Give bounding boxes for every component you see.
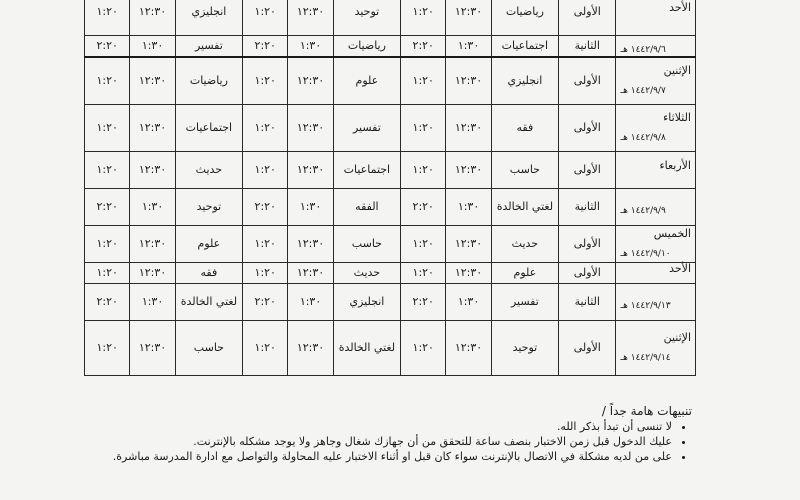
time-cell: ١٢:٣٠ [130,321,175,376]
time-cell: ٢:٢٠ [243,189,288,226]
period-cell: الأولى [559,0,616,36]
day-name: الثلاثاء [663,111,691,124]
time-cell: ١:٣٠ [288,189,333,226]
period-cell: الثانية [559,189,616,226]
day-date: ١٤٤٢/٩/٨ هـ [620,133,666,143]
period-cell: الثانية [559,284,616,321]
subject-cell: لغتي الخالدة [333,321,400,376]
time-cell: ١٢:٣٠ [446,263,491,284]
period-cell: الأولى [559,321,616,376]
day-cell [616,152,696,189]
time-cell: ١٢:٣٠ [446,57,491,105]
subject-cell: لغتي الخالدة [491,189,558,226]
time-cell: ١:٣٠ [446,189,491,226]
time-cell: ١:٢٠ [401,0,446,36]
subject-cell: اجتماعيات [175,105,242,152]
period-cell: الأولى [559,263,616,284]
time-cell: ٢:٢٠ [85,284,130,321]
day-name: الأحد [669,262,691,275]
time-cell: ١:٢٠ [85,321,130,376]
time-cell: ١:٢٠ [243,321,288,376]
time-cell: ١:٣٠ [130,189,175,226]
note-item: • على من لديه مشكلة في الاتصال بالإنترنت سواء كان قبل او أثناء الاختبار عليه المحاولة والتواصل مع ادارة المدرسة مباشرة. [90,450,672,464]
day-cell [616,105,696,152]
subject-cell: تفسير [175,36,242,58]
subject-cell: حاسب [333,226,400,263]
time-cell: ١:٣٠ [130,36,175,58]
time-cell: ١:٢٠ [243,0,288,36]
time-cell: ١٢:٣٠ [130,263,175,284]
day-date: ١٤٤٢/٩/٩ هـ [620,206,666,216]
day-name: الأربعاء [659,159,691,172]
time-cell: ١:٢٠ [401,105,446,152]
subject-cell: رياضيات [175,57,242,105]
time-cell: ١:٢٠ [85,226,130,263]
day-date: ١٤٤٢/٩/١٤ هـ [620,353,671,363]
time-cell: ١:٢٠ [85,152,130,189]
time-cell: ٢:٢٠ [401,284,446,321]
time-cell: ١:٢٠ [85,105,130,152]
time-cell: ٢:٢٠ [85,36,130,58]
day-cell [616,57,696,105]
notes-title: تنبيهات هامة جداً / [601,404,692,418]
period-cell: الأولى [559,152,616,189]
day-cell [616,263,696,284]
time-cell: ١:٢٠ [401,263,446,284]
time-cell: ١:٢٠ [85,263,130,284]
time-cell: ١:٣٠ [446,284,491,321]
subject-cell: الفقه [333,189,400,226]
subject-cell: علوم [333,57,400,105]
subject-cell: انجليزي [175,0,242,36]
time-cell: ١٢:٣٠ [288,321,333,376]
time-cell: ١:٣٠ [288,36,333,58]
period-cell: الأولى [559,105,616,152]
day-name: الإثنين [663,64,691,77]
day-date: ١٤٤٢/٩/٧ هـ [620,86,666,96]
table-row [85,263,696,284]
table-row [85,0,696,36]
time-cell: ١:٢٠ [401,226,446,263]
subject-cell: انجليزي [333,284,400,321]
subject-cell: رياضيات [491,0,558,36]
notes-list [90,420,696,464]
time-cell: ١:٣٠ [446,36,491,58]
day-name: الخميس [653,227,691,240]
time-cell: ١:٢٠ [243,57,288,105]
day-name: الإثنين [663,331,691,344]
day-cell [616,0,696,36]
table-row [85,189,696,226]
time-cell: ٢:٢٠ [401,189,446,226]
subject-cell: لغتي الخالدة [175,284,242,321]
table-row [85,57,696,105]
subject-cell: اجتماعيات [491,36,558,58]
time-cell: ١٢:٣٠ [130,0,175,36]
period-cell: الأولى [559,226,616,263]
subject-cell: تفسير [491,284,558,321]
time-cell: ١:٢٠ [243,226,288,263]
day-date: ١٤٤٢/٩/١٣ هـ [620,301,671,311]
day-cell [616,226,696,263]
subject-cell: حديث [175,152,242,189]
subject-cell: حديث [333,263,400,284]
day-date: ١٤٤٢/٩/١٠ هـ [620,249,671,259]
table-row [85,152,696,189]
day-cell [616,321,696,376]
time-cell: ١:٢٠ [85,0,130,36]
exam-schedule-table [84,0,696,376]
period-cell: الأولى [559,57,616,105]
time-cell: ١٢:٣٠ [288,105,333,152]
time-cell: ١٢:٣٠ [288,152,333,189]
table-row [85,105,696,152]
subject-cell: علوم [175,226,242,263]
time-cell: ١٢:٣٠ [288,226,333,263]
time-cell: ١:٢٠ [85,57,130,105]
subject-cell: فقه [175,263,242,284]
time-cell: ٢:٢٠ [243,284,288,321]
time-cell: ١:٢٠ [401,57,446,105]
note-item: • عليك الدخول قبل زمن الاختبار بنصف ساعة للتحقق من أن جهازك شغال وجاهز ولا يوجد مشكله بالإنترنت. [90,435,672,449]
subject-cell: انجليزي [491,57,558,105]
time-cell: ١:٢٠ [243,152,288,189]
time-cell: ١٢:٣٠ [446,105,491,152]
time-cell: ١:٢٠ [243,263,288,284]
time-cell: ١٢:٣٠ [446,152,491,189]
day-name: الأحد [669,1,691,14]
subject-cell: تفسير [333,105,400,152]
time-cell: ١٢:٣٠ [130,226,175,263]
time-cell: ١٢:٣٠ [130,105,175,152]
time-cell: ١:٣٠ [130,284,175,321]
time-cell: ١٢:٣٠ [288,0,333,36]
subject-cell: حديث [491,226,558,263]
time-cell: ١٢:٣٠ [130,152,175,189]
time-cell: ١٢:٣٠ [446,226,491,263]
day-cell [616,189,696,226]
table-row [85,36,696,58]
time-cell: ١:٢٠ [401,152,446,189]
day-date: ١٤٤٢/٩/٦ هـ [620,45,666,55]
time-cell: ١٢:٣٠ [288,57,333,105]
time-cell: ١:٢٠ [401,321,446,376]
time-cell: ١:٣٠ [288,284,333,321]
day-cell [616,36,696,58]
subject-cell: فقه [491,105,558,152]
time-cell: ٢:٢٠ [243,36,288,58]
subject-cell: توحيد [491,321,558,376]
subject-cell: رياضيات [333,36,400,58]
time-cell: ١٢:٣٠ [446,0,491,36]
time-cell: ١:٢٠ [243,105,288,152]
day-cell [616,284,696,321]
subject-cell: علوم [491,263,558,284]
time-cell: ١٢:٣٠ [130,57,175,105]
table-row [85,284,696,321]
subject-cell: حاسب [175,321,242,376]
time-cell: ١٢:٣٠ [288,263,333,284]
subject-cell: حاسب [491,152,558,189]
table-row [85,226,696,263]
note-item: • لا تنسى أن تبدأ بذكر الله. [90,420,672,434]
table-row [85,321,696,376]
time-cell: ٢:٢٠ [85,189,130,226]
period-cell: الثانية [559,36,616,58]
subject-cell: توحيد [333,0,400,36]
time-cell: ٢:٢٠ [401,36,446,58]
subject-cell: اجتماعيات [333,152,400,189]
notes-section [90,404,696,465]
subject-cell: توحيد [175,189,242,226]
time-cell: ١٢:٣٠ [446,321,491,376]
